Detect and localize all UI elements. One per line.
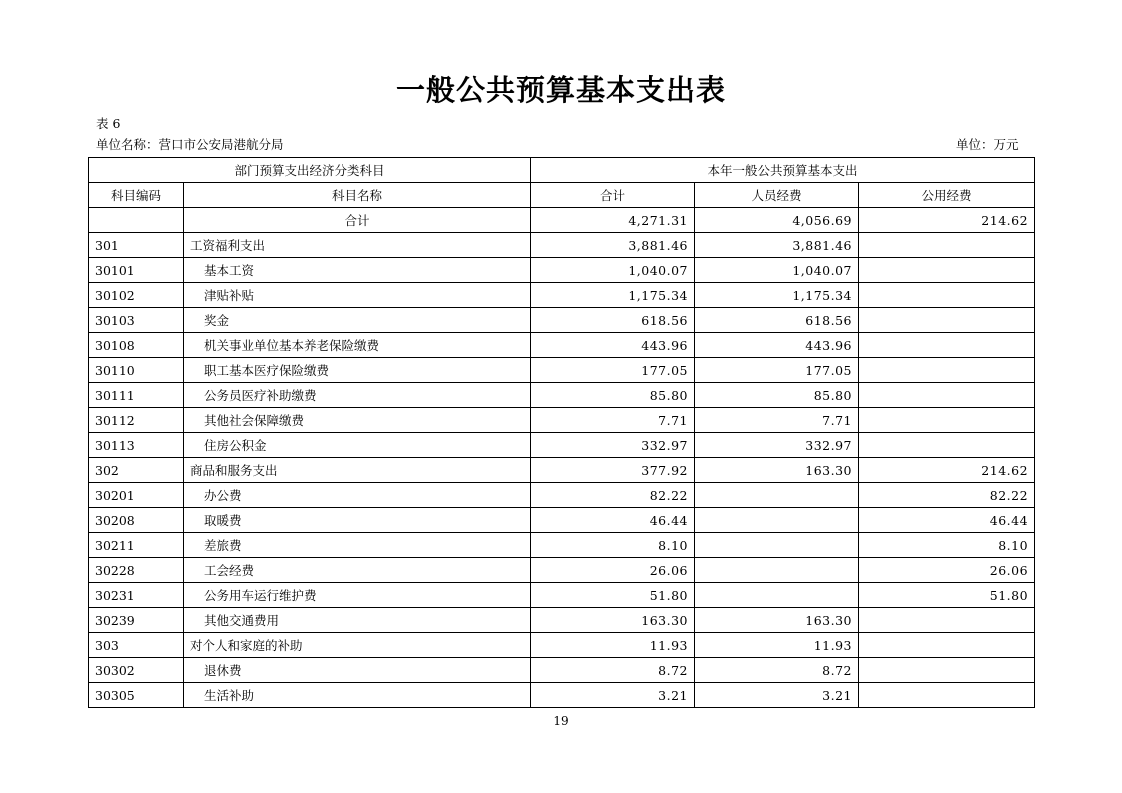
cell-total: 443.96 [531, 333, 695, 358]
cell-name: 对个人和家庭的补助 [184, 633, 531, 658]
header-group-row [89, 158, 1035, 183]
cell-personnel [695, 583, 859, 608]
table-body [89, 208, 1035, 708]
cell-code: 30110 [89, 358, 184, 383]
table-row [89, 508, 1035, 533]
cell-public: 26.06 [859, 558, 1035, 583]
cell-total: 3,881.46 [531, 233, 695, 258]
cell-total: 82.22 [531, 483, 695, 508]
cell-public: 214.62 [859, 458, 1035, 483]
header-personnel: 人员经费 [695, 183, 859, 208]
cell-name: 其他交通费用 [184, 608, 531, 633]
cell-total: 8.10 [531, 533, 695, 558]
table-row [89, 633, 1035, 658]
header-public: 公用经费 [859, 183, 1035, 208]
table-row [89, 458, 1035, 483]
currency-unit: 单位：万元 [956, 137, 1019, 152]
cell-public [859, 358, 1035, 383]
cell-name: 退休费 [184, 658, 531, 683]
cell-public [859, 258, 1035, 283]
cell-personnel: 3,881.46 [695, 233, 859, 258]
cell-name: 办公费 [184, 483, 531, 508]
cell-public [859, 233, 1035, 258]
cell-public [859, 658, 1035, 683]
cell-code: 30111 [89, 383, 184, 408]
cell-total: 46.44 [531, 508, 695, 533]
cell-code: 302 [89, 458, 184, 483]
cell-total: 11.93 [531, 633, 695, 658]
cell-public [859, 383, 1035, 408]
cell-public: 51.80 [859, 583, 1035, 608]
cell-public [859, 408, 1035, 433]
cell-total: 4,271.31 [531, 208, 695, 233]
table-number: 表 6 [96, 116, 121, 131]
cell-name: 奖金 [184, 308, 531, 333]
cell-total: 51.80 [531, 583, 695, 608]
table-row [89, 608, 1035, 633]
table-header [89, 158, 1035, 208]
cell-code: 30302 [89, 658, 184, 683]
cell-personnel: 163.30 [695, 458, 859, 483]
page-title: 一般公共预算基本支出表 [395, 73, 726, 107]
cell-personnel: 8.72 [695, 658, 859, 683]
cell-name: 差旅费 [184, 533, 531, 558]
cell-public: 214.62 [859, 208, 1035, 233]
cell-code: 30101 [89, 258, 184, 283]
cell-name: 津贴补贴 [184, 283, 531, 308]
cell-personnel: 332.97 [695, 433, 859, 458]
cell-public: 46.44 [859, 508, 1035, 533]
cell-code: 30103 [89, 308, 184, 333]
table-row [89, 333, 1035, 358]
cell-personnel: 1,040.07 [695, 258, 859, 283]
cell-personnel: 11.93 [695, 633, 859, 658]
cell-total: 8.72 [531, 658, 695, 683]
cell-name: 取暖费 [184, 508, 531, 533]
cell-code: 30102 [89, 283, 184, 308]
table-row [89, 658, 1035, 683]
cell-name: 住房公积金 [184, 433, 531, 458]
cell-personnel: 163.30 [695, 608, 859, 633]
cell-public: 8.10 [859, 533, 1035, 558]
cell-total: 332.97 [531, 433, 695, 458]
cell-code: 30108 [89, 333, 184, 358]
cell-total: 377.92 [531, 458, 695, 483]
table-row [89, 283, 1035, 308]
table-row [89, 308, 1035, 333]
cell-code: 301 [89, 233, 184, 258]
page-number: 19 [553, 714, 569, 728]
cell-total: 177.05 [531, 358, 695, 383]
cell-personnel: 7.71 [695, 408, 859, 433]
table-row [89, 433, 1035, 458]
cell-personnel [695, 483, 859, 508]
cell-total: 1,040.07 [531, 258, 695, 283]
table-row [89, 208, 1035, 233]
table-row [89, 483, 1035, 508]
cell-personnel: 618.56 [695, 308, 859, 333]
cell-code: 30231 [89, 583, 184, 608]
cell-personnel: 3.21 [695, 683, 859, 708]
cell-total: 618.56 [531, 308, 695, 333]
cell-name: 合计 [184, 208, 531, 233]
cell-personnel: 4,056.69 [695, 208, 859, 233]
cell-name: 基本工资 [184, 258, 531, 283]
header-name: 科目名称 [184, 183, 531, 208]
cell-name: 机关事业单位基本养老保险缴费 [184, 333, 531, 358]
cell-total: 163.30 [531, 608, 695, 633]
header-economic-classification: 部门预算支出经济分类科目 [89, 158, 531, 183]
cell-total: 1,175.34 [531, 283, 695, 308]
cell-public [859, 608, 1035, 633]
cell-code: 30305 [89, 683, 184, 708]
table-row [89, 558, 1035, 583]
cell-name: 工资福利支出 [184, 233, 531, 258]
table-row [89, 233, 1035, 258]
cell-code: 30228 [89, 558, 184, 583]
cell-name: 生活补助 [184, 683, 531, 708]
cell-code: 30113 [89, 433, 184, 458]
unit-name: 单位名称：营口市公安局港航分局 [96, 137, 284, 152]
cell-code: 30112 [89, 408, 184, 433]
cell-name: 职工基本医疗保险缴费 [184, 358, 531, 383]
cell-code: 30201 [89, 483, 184, 508]
cell-code: 30208 [89, 508, 184, 533]
table-row [89, 258, 1035, 283]
cell-name: 商品和服务支出 [184, 458, 531, 483]
cell-personnel [695, 508, 859, 533]
cell-public [859, 333, 1035, 358]
cell-personnel: 177.05 [695, 358, 859, 383]
cell-personnel: 443.96 [695, 333, 859, 358]
cell-name: 公务用车运行维护费 [184, 583, 531, 608]
table-row [89, 358, 1035, 383]
header-total: 合计 [531, 183, 695, 208]
header-column-row [89, 183, 1035, 208]
cell-public [859, 683, 1035, 708]
cell-code: 303 [89, 633, 184, 658]
cell-personnel [695, 558, 859, 583]
table-row [89, 408, 1035, 433]
cell-name: 公务员医疗补助缴费 [184, 383, 531, 408]
cell-total: 85.80 [531, 383, 695, 408]
cell-personnel [695, 533, 859, 558]
cell-name: 工会经费 [184, 558, 531, 583]
table-row [89, 583, 1035, 608]
budget-table [88, 157, 1035, 708]
cell-personnel: 1,175.34 [695, 283, 859, 308]
table-row [89, 383, 1035, 408]
header-code: 科目编码 [89, 183, 184, 208]
cell-code: 30239 [89, 608, 184, 633]
cell-code: 30211 [89, 533, 184, 558]
cell-public [859, 283, 1035, 308]
header-basic-expenditure: 本年一般公共预算基本支出 [531, 158, 1035, 183]
cell-public: 82.22 [859, 483, 1035, 508]
cell-public [859, 308, 1035, 333]
cell-public [859, 433, 1035, 458]
cell-public [859, 633, 1035, 658]
cell-code [89, 208, 184, 233]
table-row [89, 533, 1035, 558]
cell-total: 3.21 [531, 683, 695, 708]
cell-personnel: 85.80 [695, 383, 859, 408]
cell-total: 7.71 [531, 408, 695, 433]
cell-name: 其他社会保障缴费 [184, 408, 531, 433]
table-row [89, 683, 1035, 708]
cell-total: 26.06 [531, 558, 695, 583]
